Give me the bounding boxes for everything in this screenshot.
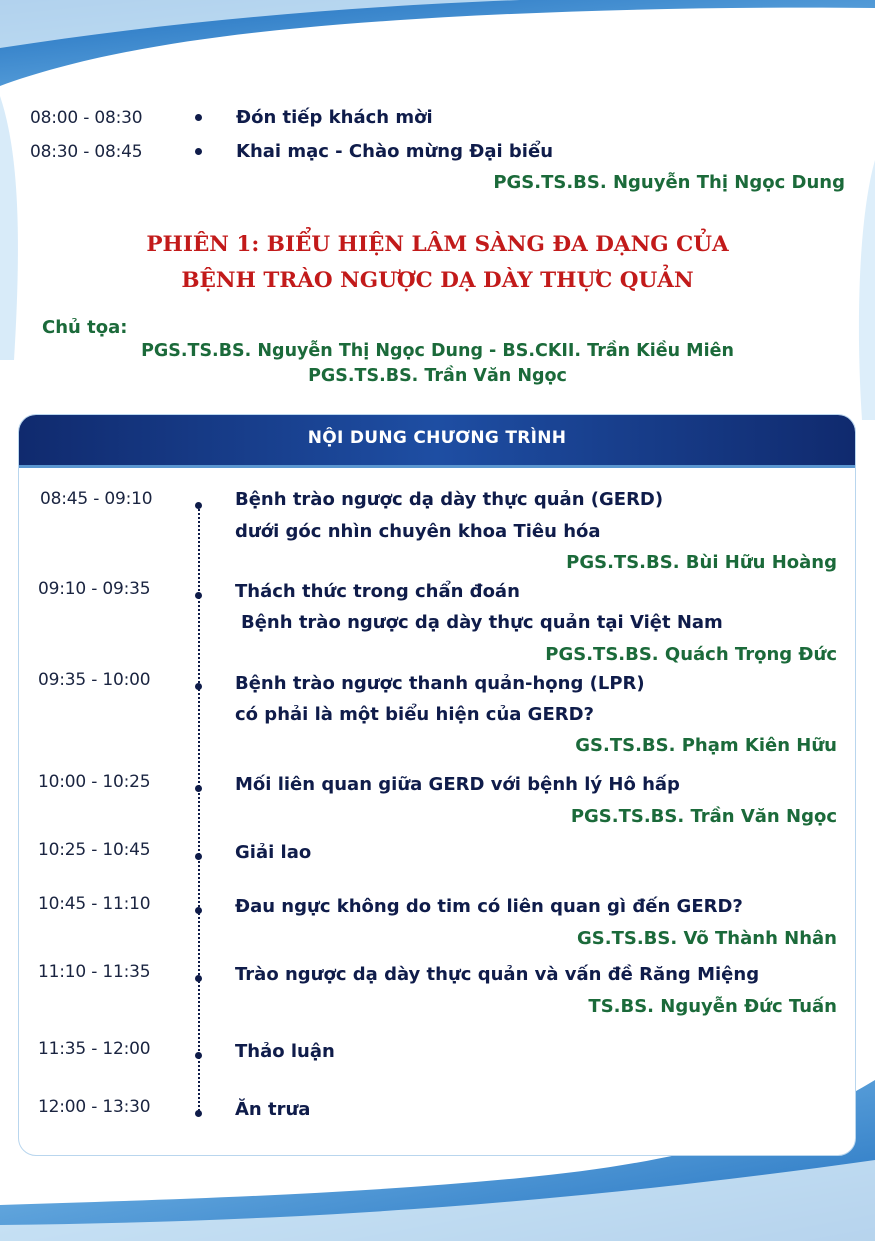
- timeline-dot: [195, 683, 202, 690]
- program-time: 11:35 - 12:00: [38, 1039, 151, 1059]
- timeline-dot: [195, 592, 202, 599]
- program-title: Bệnh trào ngược dạ dày thực quản (GERD): [235, 489, 664, 510]
- program-time: 09:35 - 10:00: [38, 670, 151, 690]
- chair-label: Chủ tọa:: [42, 317, 128, 338]
- intro-time: 08:30 - 08:45: [30, 142, 143, 162]
- timeline-dot: [195, 907, 202, 914]
- intro-speaker: PGS.TS.BS. Nguyễn Thị Ngọc Dung: [493, 172, 845, 193]
- timeline-dot: [195, 785, 202, 792]
- chair-names: PGS.TS.BS. Trần Văn Ngọc: [308, 366, 567, 386]
- program-title: Ăn trưa: [235, 1099, 311, 1120]
- intro-time: 08:00 - 08:30: [30, 108, 143, 128]
- program-title: Mối liên quan giữa GERD với bệnh lý Hô hấp: [235, 774, 680, 795]
- program-title: Bệnh trào ngược thanh quản-họng (LPR): [235, 673, 645, 694]
- intro-title: Đón tiếp khách mời: [236, 107, 433, 128]
- program-title: Giải lao: [235, 842, 312, 863]
- program-title: Thảo luận: [235, 1041, 335, 1062]
- program-title: Bệnh trào ngược dạ dày thực quản tại Việt Nam: [241, 612, 723, 633]
- program-speaker: GS.TS.BS. Phạm Kiên Hữu: [575, 735, 837, 756]
- program-title: Thách thức trong chẩn đoán: [235, 581, 520, 602]
- program-speaker: PGS.TS.BS. Trần Văn Ngọc: [570, 806, 837, 827]
- timeline-dot: [195, 853, 202, 860]
- session-title: BỆNH TRÀO NGƯỢC DẠ DÀY THỰC QUẢN: [181, 268, 694, 293]
- program-title: Trào ngược dạ dày thực quản và vấn đề Răng Miệng: [235, 964, 760, 985]
- program-time: 10:45 - 11:10: [38, 894, 151, 914]
- program-header: [19, 415, 855, 465]
- program-title: Đau ngực không do tim có liên quan gì đến GERD?: [235, 896, 743, 917]
- program-time: 12:00 - 13:30: [38, 1097, 151, 1117]
- program-time: 10:25 - 10:45: [38, 840, 151, 860]
- program-speaker: PGS.TS.BS. Quách Trọng Đức: [545, 644, 837, 665]
- intro-title: Khai mạc - Chào mừng Đại biểu: [236, 141, 554, 162]
- program-time: 11:10 - 11:35: [38, 962, 151, 982]
- timeline-dot: [195, 1110, 202, 1117]
- timeline-dot: [195, 502, 202, 509]
- timeline-dot: [195, 114, 202, 121]
- program-speaker: GS.TS.BS. Võ Thành Nhân: [577, 928, 837, 949]
- program-time: 09:10 - 09:35: [38, 579, 151, 599]
- program-header-title: NỘI DUNG CHƯƠNG TRÌNH: [307, 428, 567, 448]
- program-time: 10:00 - 10:25: [38, 772, 151, 792]
- program-time: 08:45 - 09:10: [40, 489, 153, 509]
- program-speaker: PGS.TS.BS. Bùi Hữu Hoàng: [566, 552, 837, 573]
- timeline-dot: [195, 148, 202, 155]
- timeline-dot: [195, 975, 202, 982]
- program-title: dưới góc nhìn chuyên khoa Tiêu hóa: [235, 521, 601, 542]
- header-underline: [19, 465, 855, 468]
- session-title: PHIÊN 1: BIỂU HIỆN LÂM SÀNG ĐA DẠNG CỦA: [146, 232, 729, 257]
- program-speaker: TS.BS. Nguyễn Đức Tuấn: [588, 996, 837, 1017]
- timeline-dot: [195, 1052, 202, 1059]
- chair-names: PGS.TS.BS. Nguyễn Thị Ngọc Dung - BS.CKII. Trần Kiều Miên: [141, 341, 734, 361]
- program-title: có phải là một biểu hiện của GERD?: [235, 704, 594, 725]
